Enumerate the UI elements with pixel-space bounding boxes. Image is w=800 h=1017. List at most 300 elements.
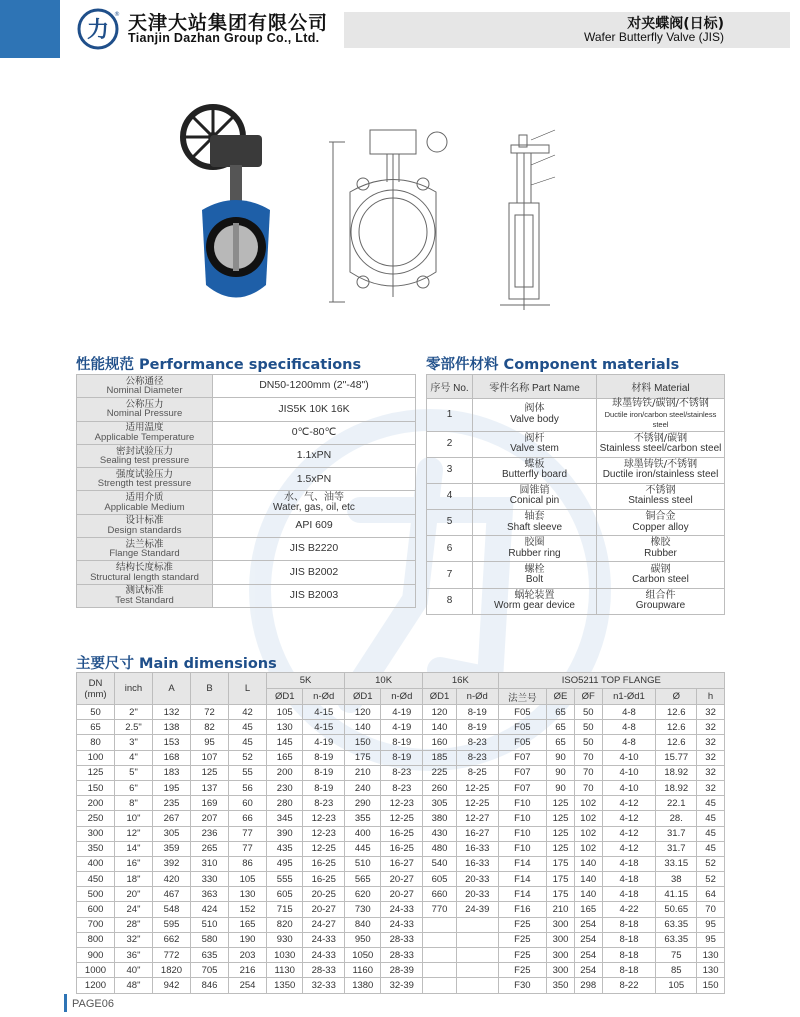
dimension-cell: 16" <box>115 856 153 871</box>
material-en: Ductile iron/carbon steel/stainless steel <box>604 409 717 429</box>
dimension-cell: 86 <box>229 856 267 871</box>
name-cn: 螺栓 <box>524 563 545 575</box>
dimension-cell: 300 <box>547 917 575 932</box>
dimension-cell: 8-23 <box>381 765 423 780</box>
dimension-cell: 130 <box>229 887 267 902</box>
dimension-cell: 12-23 <box>381 796 423 811</box>
dimension-cell: 45 <box>229 720 267 735</box>
dimension-cell: 32 <box>697 735 725 750</box>
dimension-cell <box>456 963 498 978</box>
dimension-cell: 4-12 <box>602 841 656 856</box>
dimension-cell: 254 <box>229 978 267 993</box>
dimension-cell: 400 <box>345 826 381 841</box>
material-cn: 组合件 <box>645 589 676 601</box>
dimension-cell: 70 <box>574 750 602 765</box>
dimension-row <box>77 720 725 735</box>
component-row <box>427 562 725 588</box>
name-cn: 阀杆 <box>524 432 545 444</box>
dimension-cell: 41.15 <box>656 887 697 902</box>
dimension-cell: 175 <box>345 750 381 765</box>
dimension-cell: 450 <box>77 872 115 887</box>
dimension-cell: 420 <box>153 872 191 887</box>
dimension-cell: 1820 <box>153 963 191 978</box>
dimension-cell: 350 <box>547 978 575 993</box>
dimension-cell: 77 <box>229 826 267 841</box>
col-header-material: 材料 Material <box>597 375 725 399</box>
dimension-cell: 210 <box>547 902 575 917</box>
dimension-cell: 169 <box>191 796 229 811</box>
dimension-cell: 1050 <box>345 948 381 963</box>
dimension-cell: 50 <box>574 705 602 720</box>
dimension-cell: 120 <box>345 705 381 720</box>
dimension-cell: 605 <box>423 872 457 887</box>
performance-row <box>77 584 416 607</box>
dimension-cell: 565 <box>345 872 381 887</box>
dimension-cell: F05 <box>498 735 547 750</box>
dimension-cell: 2" <box>115 705 153 720</box>
performance-label <box>77 584 213 607</box>
dimension-cell: 195 <box>153 780 191 795</box>
dimension-cell: 77 <box>229 841 267 856</box>
sub-header: ØD1 <box>345 689 381 705</box>
material-cn: 碳钢 <box>650 563 671 575</box>
dimension-cell: 16-33 <box>456 856 498 871</box>
dimension-cell: 50 <box>574 720 602 735</box>
dimension-row <box>77 841 725 856</box>
dimension-cell: 548 <box>153 902 191 917</box>
dimension-cell: 6" <box>115 780 153 795</box>
dimension-cell: 24-33 <box>381 917 423 932</box>
dimension-cell: 12" <box>115 826 153 841</box>
dimension-cell: 85 <box>656 963 697 978</box>
dimension-cell: 140 <box>574 872 602 887</box>
dimension-cell: 846 <box>191 978 229 993</box>
dimension-row <box>77 811 725 826</box>
dimension-cell: 8-19 <box>381 750 423 765</box>
performance-row <box>77 444 416 467</box>
label-cn: 测试标准 <box>125 585 164 597</box>
dimension-cell: 90 <box>547 750 575 765</box>
dimension-cell: 300 <box>547 948 575 963</box>
dimension-cell <box>456 978 498 993</box>
label-cn: 强度试验压力 <box>115 468 173 480</box>
dimension-cell: F14 <box>498 887 547 902</box>
label-cn: 公称通径 <box>125 375 164 387</box>
dimension-cell: 24-33 <box>381 902 423 917</box>
dimension-cell: 495 <box>267 856 303 871</box>
dimension-cell: 298 <box>574 978 602 993</box>
dimension-cell: 32 <box>697 705 725 720</box>
dimension-cell: 392 <box>153 856 191 871</box>
sub-header: ØD1 <box>423 689 457 705</box>
dimension-cell: 50 <box>574 735 602 750</box>
dimension-cell: 24-39 <box>456 902 498 917</box>
dimension-cell: 12-23 <box>303 826 345 841</box>
dimension-cell: 363 <box>191 887 229 902</box>
dimension-cell: 4" <box>115 750 153 765</box>
col-group-10k: 10K <box>345 673 423 689</box>
performance-label <box>77 561 213 584</box>
dimension-cell: 102 <box>574 811 602 826</box>
dimension-cell: 445 <box>345 841 381 856</box>
dimension-cell: 1350 <box>267 978 303 993</box>
dimension-cell: 28-39 <box>381 963 423 978</box>
company-logo <box>77 8 119 50</box>
dimension-cell: 3" <box>115 735 153 750</box>
dimension-cell: 4-18 <box>602 872 656 887</box>
dimension-cell: 4-12 <box>602 826 656 841</box>
dimension-cell: 800 <box>77 932 115 947</box>
dimension-cell: 267 <box>153 811 191 826</box>
component-name <box>473 562 597 588</box>
dimension-cell: 8-19 <box>303 765 345 780</box>
dimension-row <box>77 826 725 841</box>
performance-label <box>77 514 213 537</box>
dimension-cell: 12-25 <box>381 811 423 826</box>
dimension-cell: F05 <box>498 705 547 720</box>
dimension-cell: 8-19 <box>456 720 498 735</box>
dimension-cell: 300 <box>77 826 115 841</box>
dimension-cell: 64 <box>697 887 725 902</box>
dimension-cell: 160 <box>423 735 457 750</box>
dimension-cell: 235 <box>153 796 191 811</box>
component-no: 2 <box>427 431 473 457</box>
dimension-cell: 4-15 <box>303 705 345 720</box>
dimension-cell: 140 <box>574 856 602 871</box>
component-material <box>597 457 725 483</box>
dimension-cell: 125 <box>77 765 115 780</box>
dimension-cell: 240 <box>345 780 381 795</box>
dimension-cell: 16-25 <box>303 856 345 871</box>
dimension-cell: 4-10 <box>602 750 656 765</box>
dimension-cell <box>456 917 498 932</box>
page-marker <box>64 994 67 1012</box>
dimension-cell: 203 <box>229 948 267 963</box>
dimension-cell: 580 <box>191 932 229 947</box>
dimension-cell: 16-25 <box>303 872 345 887</box>
component-row <box>427 536 725 562</box>
dimension-cell: 12-27 <box>456 811 498 826</box>
dimension-cell: 52 <box>697 872 725 887</box>
dimension-cell: 32 <box>697 765 725 780</box>
dimension-cell <box>456 932 498 947</box>
dimension-cell: 250 <box>77 811 115 826</box>
sub-header: h <box>697 689 725 705</box>
performance-value: 0℃-80℃ <box>213 421 416 444</box>
col-group-5k: 5K <box>267 673 345 689</box>
dimension-cell: 236 <box>191 826 229 841</box>
label-en: Applicable Temperature <box>94 431 195 443</box>
dimension-cell: 132 <box>153 705 191 720</box>
dimension-cell: 63.35 <box>656 917 697 932</box>
dimension-cell: 942 <box>153 978 191 993</box>
dimension-cell: 4-8 <box>602 720 656 735</box>
dimension-cell: 200 <box>267 765 303 780</box>
label-cn: 密封试验压力 <box>115 445 173 457</box>
dimension-cell: 32 <box>697 720 725 735</box>
dimension-cell: 635 <box>191 948 229 963</box>
dimension-cell: F10 <box>498 796 547 811</box>
dimension-cell: 20-27 <box>381 887 423 902</box>
dimension-cell: 105 <box>656 978 697 993</box>
dimension-cell: 95 <box>697 917 725 932</box>
dimension-row <box>77 750 725 765</box>
dimension-row <box>77 902 725 917</box>
dimension-cell: 137 <box>191 780 229 795</box>
dimension-cell: 254 <box>574 948 602 963</box>
name-cn: 轴套 <box>524 511 545 523</box>
dimension-cell: 20" <box>115 887 153 902</box>
dimension-cell: 660 <box>423 887 457 902</box>
dimension-cell: 8-23 <box>456 750 498 765</box>
dimension-cell: 210 <box>345 765 381 780</box>
dimension-cell: 175 <box>547 872 575 887</box>
dimension-cell: 467 <box>153 887 191 902</box>
dimension-cell: 90 <box>547 780 575 795</box>
dimension-cell: F25 <box>498 963 547 978</box>
component-name <box>473 457 597 483</box>
dimension-cell: 4-19 <box>381 720 423 735</box>
component-no: 8 <box>427 588 473 614</box>
name-cn: 蝶板 <box>524 458 545 470</box>
dimension-cell: 31.7 <box>656 826 697 841</box>
dimensions-table <box>76 672 725 994</box>
dimension-cell: 45 <box>697 826 725 841</box>
dimension-cell: 820 <box>267 917 303 932</box>
dimension-cell: 33.15 <box>656 856 697 871</box>
dimension-cell: 8-19 <box>381 735 423 750</box>
dimension-cell: 254 <box>574 932 602 947</box>
dimension-cell: 28-33 <box>303 963 345 978</box>
dimensions-section-title: 主要尺寸 Main dimensions <box>76 656 277 672</box>
dimension-cell: 225 <box>423 765 457 780</box>
performance-value: 1.5xPN <box>213 468 416 491</box>
label-cn: 适用介质 <box>125 492 164 504</box>
valve-front-drawing <box>325 122 455 317</box>
dimension-cell: 28-33 <box>381 932 423 947</box>
dimension-cell: 82 <box>191 720 229 735</box>
dimension-cell: 95 <box>191 735 229 750</box>
performance-row <box>77 421 416 444</box>
dimension-cell: 45 <box>697 796 725 811</box>
dimension-cell: 8-19 <box>456 705 498 720</box>
dimension-cell: 125 <box>191 765 229 780</box>
dimension-cell: 8-23 <box>381 780 423 795</box>
component-no: 4 <box>427 483 473 509</box>
component-material <box>597 431 725 457</box>
dimension-row <box>77 932 725 947</box>
performance-label <box>77 538 213 561</box>
dimension-cell: 300 <box>547 963 575 978</box>
dimension-cell: 32" <box>115 932 153 947</box>
dimension-cell: 28" <box>115 917 153 932</box>
performance-value: JIS B2002 <box>213 561 416 584</box>
dimension-cell: 480 <box>423 841 457 856</box>
dimension-cell: 183 <box>153 765 191 780</box>
dimension-cell: 12-23 <box>303 811 345 826</box>
component-no: 1 <box>427 399 473 432</box>
dimension-cell <box>423 948 457 963</box>
dimension-cell: 63.35 <box>656 932 697 947</box>
dimension-cell: 175 <box>547 856 575 871</box>
dimension-cell: 165 <box>574 902 602 917</box>
dimension-cell: 555 <box>267 872 303 887</box>
dimension-cell: 24-33 <box>303 948 345 963</box>
name-en: Worm gear device <box>494 600 575 612</box>
sub-header: ØD1 <box>267 689 303 705</box>
label-en: Nominal Pressure <box>106 408 183 420</box>
sub-header: n1-Ød1 <box>602 689 656 705</box>
components-section-title: 零部件材料 Component materials <box>426 357 680 373</box>
performance-row <box>77 468 416 491</box>
dimension-cell: 4-10 <box>602 765 656 780</box>
value-en: Water, gas, oil, etc <box>273 501 355 513</box>
component-material <box>597 483 725 509</box>
col-header-inch: inch <box>115 673 153 705</box>
component-no: 6 <box>427 536 473 562</box>
dimension-cell: 8-25 <box>456 765 498 780</box>
dimension-cell: 40" <box>115 963 153 978</box>
material-en: Carbon steel <box>632 574 689 586</box>
dimension-cell: 165 <box>229 917 267 932</box>
dimension-cell: 31.7 <box>656 841 697 856</box>
name-cn: 阀体 <box>524 403 545 415</box>
dimension-cell: 45 <box>229 735 267 750</box>
dimension-cell: 100 <box>77 750 115 765</box>
dimension-row <box>77 765 725 780</box>
dimension-cell: 600 <box>77 902 115 917</box>
dimension-cell: F25 <box>498 932 547 947</box>
sub-header: 法兰号 <box>498 689 547 705</box>
dimension-cell: 200 <box>77 796 115 811</box>
dimension-cell: 48" <box>115 978 153 993</box>
dimension-cell: 150 <box>697 978 725 993</box>
performance-row <box>77 375 416 398</box>
name-en: Rubber ring <box>508 547 561 559</box>
dimension-cell: F16 <box>498 902 547 917</box>
dimension-cell: 4-15 <box>303 720 345 735</box>
dimension-cell: 1030 <box>267 948 303 963</box>
sub-header: ØF <box>574 689 602 705</box>
dimension-cell: 424 <box>191 902 229 917</box>
dimension-cell: 150 <box>345 735 381 750</box>
dimension-cell: 12.6 <box>656 705 697 720</box>
dimension-cell: 150 <box>77 780 115 795</box>
dimension-cell: F10 <box>498 841 547 856</box>
performance-value <box>213 491 416 514</box>
dimension-cell: 72 <box>191 705 229 720</box>
dimension-cell: 16-27 <box>456 826 498 841</box>
dimension-cell: 140 <box>574 887 602 902</box>
dimension-cell: 90 <box>547 765 575 780</box>
company-name-cn: 天津大站集团有限公司 <box>128 12 329 34</box>
dimension-cell <box>423 932 457 947</box>
col-group-iso5211: ISO5211 TOP FLANGE <box>498 673 724 689</box>
performance-row <box>77 491 416 514</box>
dimension-cell: 20-33 <box>456 872 498 887</box>
dimension-cell: 102 <box>574 796 602 811</box>
dimension-cell: 1160 <box>345 963 381 978</box>
material-en: Stainless steel/carbon steel <box>599 443 722 455</box>
sub-header: n-Ød <box>303 689 345 705</box>
dimension-cell: 32 <box>697 750 725 765</box>
dimension-cell: F25 <box>498 948 547 963</box>
dimension-cell: 10" <box>115 811 153 826</box>
dimension-row <box>77 963 725 978</box>
dimension-cell: F25 <box>498 917 547 932</box>
name-cn: 圆锥销 <box>519 484 550 496</box>
dimension-cell: 12-25 <box>456 796 498 811</box>
dimension-cell: 165 <box>267 750 303 765</box>
dimension-cell: 130 <box>697 948 725 963</box>
dimension-cell: 70 <box>574 780 602 795</box>
label-cn: 设计标准 <box>125 515 164 527</box>
dimension-cell: 145 <box>267 735 303 750</box>
dimension-cell: 305 <box>423 796 457 811</box>
dimension-cell: 65 <box>547 705 575 720</box>
dimension-cell: 175 <box>547 887 575 902</box>
label-cn: 公称压力 <box>125 398 164 410</box>
material-cn: 球墨铸铁/不锈钢 <box>623 458 698 470</box>
component-material <box>597 588 725 614</box>
component-name <box>473 483 597 509</box>
dimension-cell: 730 <box>345 902 381 917</box>
dimension-cell: 12.6 <box>656 720 697 735</box>
dimension-cell: 350 <box>77 841 115 856</box>
dimension-cell: 36" <box>115 948 153 963</box>
performance-row <box>77 514 416 537</box>
performance-row <box>77 561 416 584</box>
dimension-cell: 24-33 <box>303 932 345 947</box>
dimension-cell: 1000 <box>77 963 115 978</box>
dimension-cell: 510 <box>345 856 381 871</box>
material-en: Groupware <box>635 600 686 612</box>
performance-row <box>77 398 416 421</box>
dimension-cell: 260 <box>423 780 457 795</box>
dimension-cell: 230 <box>267 780 303 795</box>
dimension-cell: 22.1 <box>656 796 697 811</box>
label-en: Test Standard <box>115 594 174 606</box>
dimension-cell: 1380 <box>345 978 381 993</box>
dimension-cell: 55 <box>229 765 267 780</box>
dimension-cell: 705 <box>191 963 229 978</box>
performance-value: JIS B2003 <box>213 584 416 607</box>
dimension-cell: 45 <box>697 841 725 856</box>
dimension-row <box>77 705 725 720</box>
material-cn: 铜合金 <box>645 511 676 523</box>
performance-value: JIS B2220 <box>213 538 416 561</box>
svg-text:®: ® <box>114 11 120 18</box>
component-material <box>597 536 725 562</box>
component-row <box>427 457 725 483</box>
dimension-cell: 28-33 <box>381 948 423 963</box>
dimension-cell: 32 <box>697 780 725 795</box>
material-en: Ductile iron/stainless steel <box>602 469 719 481</box>
dimension-cell: F05 <box>498 720 547 735</box>
name-en: Valve body <box>510 413 559 425</box>
dimension-row <box>77 780 725 795</box>
component-material <box>597 562 725 588</box>
label-en: Applicable Medium <box>104 501 185 513</box>
dimension-cell: 130 <box>697 963 725 978</box>
name-cn: 胶圈 <box>524 537 545 549</box>
component-name <box>473 510 597 536</box>
material-en: Rubber <box>644 547 677 559</box>
dimension-cell: F14 <box>498 872 547 887</box>
dimension-cell: 70 <box>697 902 725 917</box>
component-row <box>427 483 725 509</box>
dimension-cell: 400 <box>77 856 115 871</box>
